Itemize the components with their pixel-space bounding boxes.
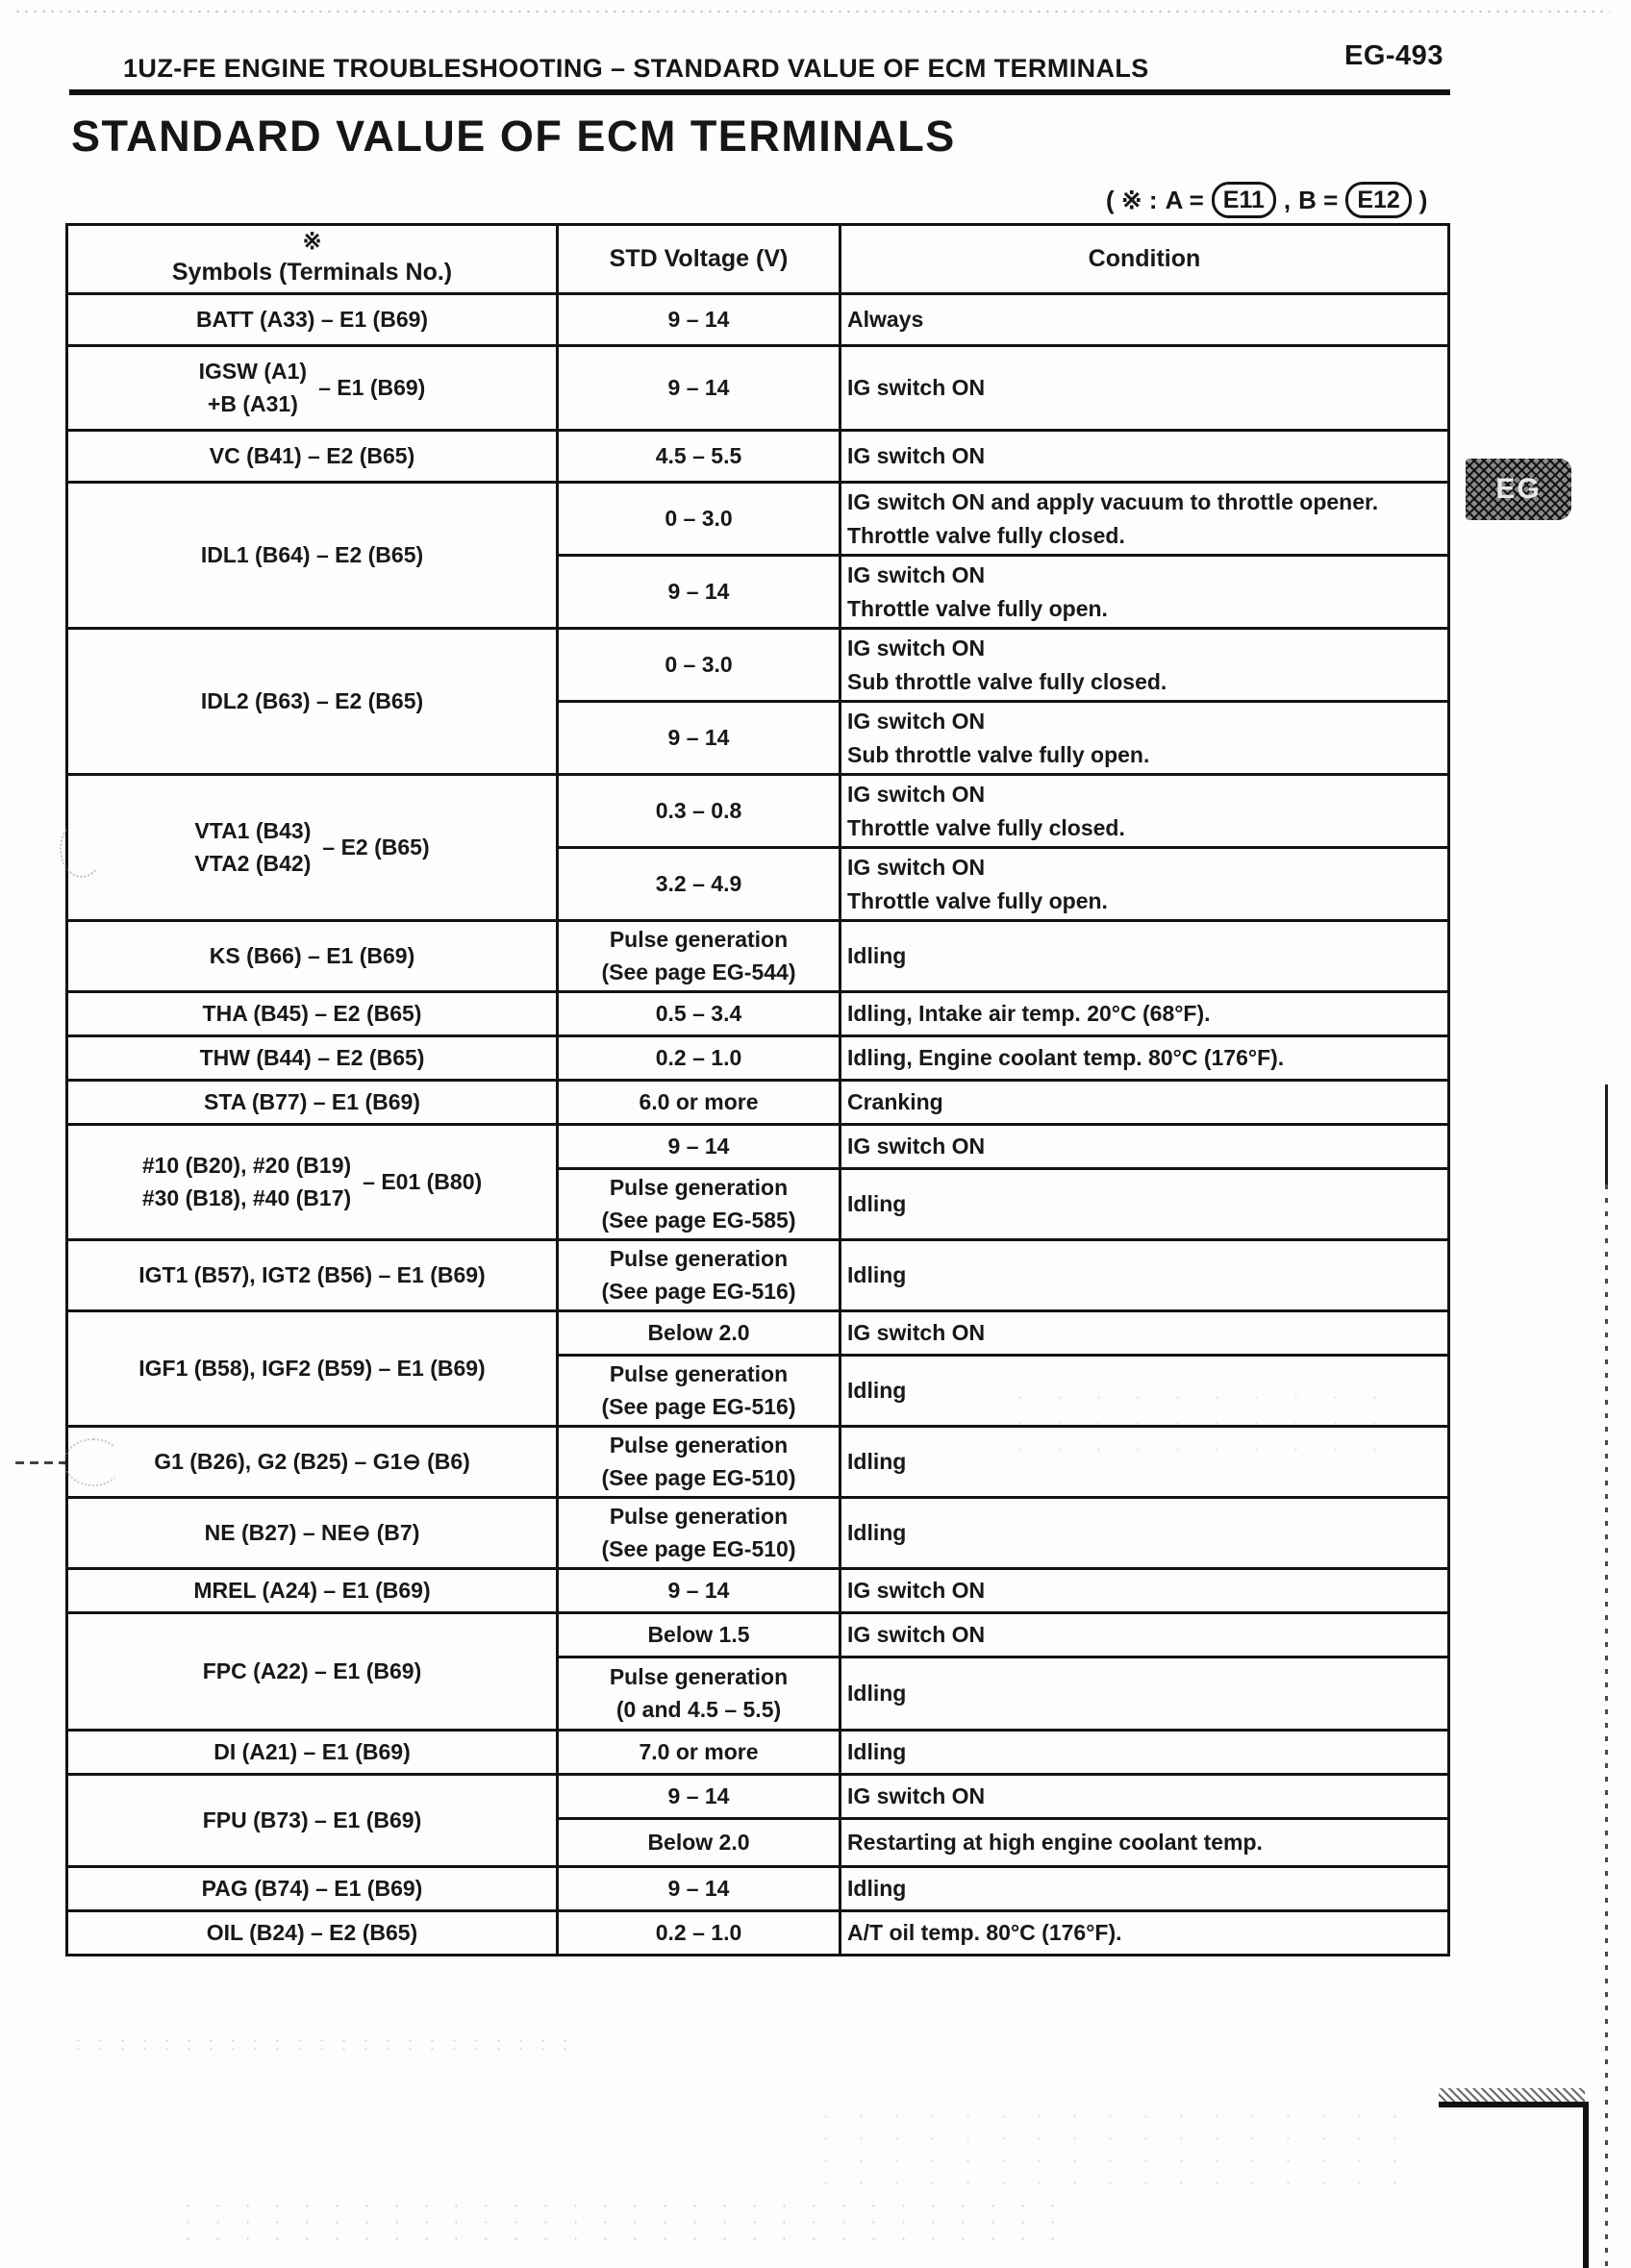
note-open: ( ※ : [1106,185,1158,214]
page-title: STANDARD VALUE OF ECM TERMINALS [71,112,956,161]
condition-cell: IG switch ON [841,431,1449,483]
table-row [67,1613,1449,1657]
table-row [67,1240,1449,1311]
scan-artifact-circle [63,1438,123,1486]
table-row [67,1081,1449,1125]
scan-artifact-arc [60,820,104,878]
ecm-terminals-table [65,223,1450,1956]
symbol-cell: OIL (B24) – E2 (B65) [67,1911,558,1956]
voltage-cell: Below 2.0 [558,1819,841,1867]
voltage-cell: Below 2.0 [558,1311,841,1356]
voltage-cell: Pulse generation (See page EG-585) [558,1169,841,1240]
next-figure-frame-corner [1439,2102,1589,2268]
voltage-cell: Pulse generation (See page EG-516) [558,1356,841,1427]
voltage-cell: 0 – 3.0 [558,483,841,556]
symbol-cell: PAG (B74) – E1 (B69) [67,1867,558,1911]
condition-cell: IG switch ON and apply vacuum to throttle opener. Throttle valve fully closed. [841,483,1449,556]
scan-edge-line [1605,1084,1608,1184]
note-b-label: B = [1298,185,1339,214]
table-row [67,1911,1449,1956]
page-number: EG-493 [1344,40,1443,71]
voltage-cell: 4.5 – 5.5 [558,431,841,483]
table-row [67,431,1449,483]
voltage-cell: 9 – 14 [558,1569,841,1613]
condition-cell: Idling [841,1731,1449,1775]
table-row [67,1036,1449,1081]
condition-cell: Idling, Engine coolant temp. 80°C (176°F). [841,1036,1449,1081]
scan-noise-top [13,10,1610,13]
note-a-label: A = [1165,185,1204,214]
voltage-cell: 7.0 or more [558,1731,841,1775]
table-row [67,483,1449,556]
symbol-cell: G1 (B26), G2 (B25) – G1⊖ (B6) [67,1427,558,1498]
note-close: ) [1418,185,1428,214]
voltage-cell: 0.2 – 1.0 [558,1911,841,1956]
condition-cell: Idling [841,1657,1449,1731]
condition-cell: Idling, Intake air temp. 20°C (68°F). [841,992,1449,1036]
table-row [67,1775,1449,1819]
voltage-cell: Below 1.5 [558,1613,841,1657]
symbol-cell: #10 (B20), #20 (B19) #30 (B18), #40 (B17) – E01 (B80) [67,1125,558,1240]
symbol-cell: DI (A21) – E1 (B69) [67,1731,558,1775]
voltage-cell: 9 – 14 [558,556,841,629]
note-separator: , [1283,185,1292,214]
voltage-cell: 9 – 14 [558,702,841,775]
symbol-cell: IGSW (A1) +B (A31) – E1 (B69) [67,346,558,431]
condition-cell: A/T oil temp. 80°C (176°F). [841,1911,1449,1956]
section-tab-eg: EG [1466,459,1571,520]
symbol-suffix: – E2 (B65) [322,834,430,860]
voltage-cell: 9 – 14 [558,1775,841,1819]
condition-cell: IG switch ON [841,1311,1449,1356]
voltage-cell: Pulse generation (See page EG-510) [558,1427,841,1498]
condition-cell: IG switch ON Throttle valve fully open. [841,848,1449,921]
voltage-cell: 9 – 14 [558,1125,841,1169]
table-row [67,294,1449,346]
table-row [67,1569,1449,1613]
symbol-cell: STA (B77) – E1 (B69) [67,1081,558,1125]
table-row [67,1311,1449,1356]
scan-noise [808,2106,1423,2192]
voltage-cell: 0.2 – 1.0 [558,1036,841,1081]
voltage-cell: Pulse generation (See page EG-544) [558,921,841,992]
symbol-cell: THW (B44) – E2 (B65) [67,1036,558,1081]
connector-e12-badge: E12 [1345,182,1411,218]
header-rule [69,89,1450,95]
table-row [67,629,1449,702]
scan-noise [173,2198,1077,2242]
condition-cell: IG switch ON [841,346,1449,431]
table-row [67,1867,1449,1911]
condition-cell: Idling [841,921,1449,992]
table-row [67,346,1449,431]
condition-cell: IG switch ON [841,1613,1449,1657]
reference-mark: ※ [302,229,322,256]
voltage-cell: 0.3 – 0.8 [558,775,841,848]
condition-cell: Idling [841,1356,1449,1427]
symbol-cell: BATT (A33) – E1 (B69) [67,294,558,346]
voltage-cell: Pulse generation (See page EG-510) [558,1498,841,1569]
column-header-voltage: STD Voltage (V) [558,225,841,294]
voltage-cell: 0 – 3.0 [558,629,841,702]
symbol-cell: KS (B66) – E1 (B69) [67,921,558,992]
symbol-cell: VTA1 (B43) VTA2 (B42) – E2 (B65) [67,775,558,921]
condition-cell: Idling [841,1498,1449,1569]
condition-cell: IG switch ON [841,1569,1449,1613]
symbol-cell: IGF1 (B58), IGF2 (B59) – E1 (B69) [67,1311,558,1427]
condition-cell: Idling [841,1240,1449,1311]
scan-noise [1000,1384,1404,1461]
column-header-condition: Condition [841,225,1449,294]
table-row [67,775,1449,848]
symbol-suffix: – E1 (B69) [318,374,426,400]
voltage-cell: 9 – 14 [558,294,841,346]
voltage-cell: 9 – 14 [558,1867,841,1911]
condition-cell: Idling [841,1867,1449,1911]
symbol-cell: VC (B41) – E2 (B65) [67,431,558,483]
symbol-cell: THA (B45) – E2 (B65) [67,992,558,1036]
symbol-suffix: – E01 (B80) [363,1168,483,1194]
condition-cell: IG switch ON [841,1775,1449,1819]
table-row [67,992,1449,1036]
voltage-cell: 9 – 14 [558,346,841,431]
symbol-cell: IGT1 (B57), IGT2 (B56) – E1 (B69) [67,1240,558,1311]
running-header: 1UZ-FE ENGINE TROUBLESHOOTING – STANDARD VALUE OF ECM TERMINALS [123,54,1149,83]
scan-edge-dotted-line [1605,1184,1608,2268]
condition-cell: Restarting at high engine coolant temp. [841,1819,1449,1867]
table-row [67,1498,1449,1569]
condition-cell: IG switch ON Throttle valve fully open. [841,556,1449,629]
symbol-cell: IDL2 (B63) – E2 (B65) [67,629,558,775]
symbol-cell: IDL1 (B64) – E2 (B65) [67,483,558,629]
connector-e11-badge: E11 [1212,182,1276,218]
condition-cell: Always [841,294,1449,346]
voltage-cell: Pulse generation (See page EG-516) [558,1240,841,1311]
voltage-cell: 3.2 – 4.9 [558,848,841,921]
condition-cell: IG switch ON Throttle valve fully closed. [841,775,1449,848]
condition-cell: IG switch ON [841,1125,1449,1169]
condition-cell: IG switch ON Sub throttle valve fully open. [841,702,1449,775]
table-row [67,1125,1449,1169]
symbol-cell: FPU (B73) – E1 (B69) [67,1775,558,1867]
condition-cell: Idling [841,1427,1449,1498]
column-header-symbols: ※ Symbols (Terminals No.) [67,225,558,294]
table-row [67,921,1449,992]
scan-artifact-dash [15,1461,65,1464]
voltage-cell: Pulse generation (0 and 4.5 – 5.5) [558,1657,841,1731]
scan-noise [67,2036,587,2050]
condition-cell: Cranking [841,1081,1449,1125]
symbol-cell: MREL (A24) – E1 (B69) [67,1569,558,1613]
table-header-row [67,225,1449,294]
condition-cell: IG switch ON Sub throttle valve fully closed. [841,629,1449,702]
condition-cell: Idling [841,1169,1449,1240]
voltage-cell: 6.0 or more [558,1081,841,1125]
symbol-cell: FPC (A22) – E1 (B69) [67,1613,558,1731]
connector-note [1106,179,1427,221]
voltage-cell: 0.5 – 3.4 [558,992,841,1036]
symbol-cell: NE (B27) – NE⊖ (B7) [67,1498,558,1569]
table-row [67,1731,1449,1775]
